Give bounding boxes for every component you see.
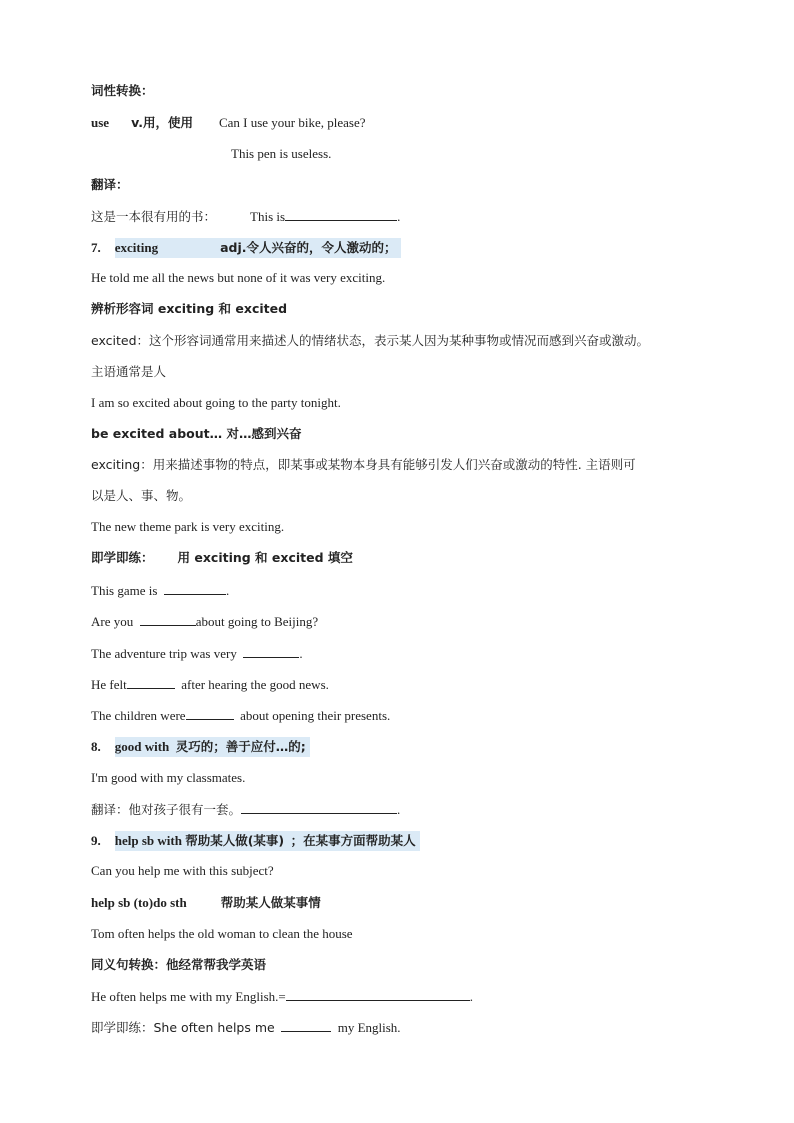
practice-item: The adventure trip was very .	[91, 646, 303, 661]
translation-heading: 翻译：	[91, 177, 129, 192]
practice-text: This game is	[91, 583, 158, 598]
example-sentence: Can you help me with this subject?	[91, 863, 274, 878]
phrase-definition: 帮助某人做某事情	[220, 895, 321, 910]
translation-exercise: 翻译：他对孩子很有一套。 .	[91, 802, 401, 817]
explanation-excited-cont: 主语通常是人	[91, 364, 167, 379]
answer-blank[interactable]	[281, 1018, 331, 1032]
highlighted-term	[115, 238, 401, 258]
answer-blank[interactable]	[127, 675, 175, 689]
highlighted-term	[115, 737, 310, 757]
vocab-entry-use	[91, 114, 366, 132]
practice-heading	[91, 549, 353, 567]
answer-blank[interactable]	[164, 581, 226, 595]
vocab-heading-exciting	[91, 238, 401, 258]
practice-item	[91, 1018, 401, 1037]
example-sentence: I'm good with my classmates.	[91, 770, 246, 785]
highlighted-term	[115, 831, 420, 851]
example-sentence: This pen is useless.	[231, 146, 332, 161]
english-prompt: This is	[250, 209, 286, 224]
answer-blank[interactable]	[241, 800, 397, 814]
example-sentence: Tom often helps the old woman to clean the house	[91, 926, 353, 941]
section-heading-part-of-speech: 词性转换：	[91, 83, 154, 98]
definition-good-with: 灵巧的；善于应付…的;	[175, 739, 306, 754]
phrase-text: help sb (to)do sth	[91, 895, 187, 910]
practice-text: He often helps me with my English.=	[91, 989, 286, 1004]
example-sentence: I am so excited about going to the party tonight.	[91, 395, 341, 410]
practice-item	[91, 612, 318, 631]
practice-text: The children were	[91, 708, 186, 723]
practice-text: Are you	[91, 614, 134, 629]
vocab-heading-good-with	[91, 737, 310, 757]
practice-text: after hearing the good news.	[181, 677, 329, 692]
practice-text: The adventure trip was very	[91, 646, 237, 661]
synonym-conversion-item: He often helps me with my English.= .	[91, 989, 473, 1004]
phrase-good-with: good with	[114, 739, 170, 754]
definition-use: v.用，使用	[131, 115, 193, 130]
practice-text: about going to Beijing?	[195, 614, 319, 629]
item-number: 7.	[91, 240, 101, 255]
practice-item	[91, 706, 390, 725]
phrase-help-sb-to-do-sth	[91, 894, 321, 912]
practice-label: 即学即练：	[91, 550, 154, 565]
phrase-be-excited-about: be excited about… 对…感到兴奋	[91, 426, 302, 441]
definition-help-sb-with: 帮助某人做(某事)	[185, 833, 285, 848]
answer-blank[interactable]	[285, 207, 397, 221]
practice-item: This game is .	[91, 583, 230, 598]
practice-text: my English.	[337, 1020, 401, 1035]
answer-blank[interactable]	[243, 644, 299, 658]
answer-blank[interactable]	[186, 706, 234, 720]
item-number: 9.	[91, 833, 101, 848]
example-sentence: Can I use your bike, please?	[218, 115, 366, 130]
example-sentence: He told me all the news but none of it was very exciting.	[91, 270, 386, 285]
answer-blank[interactable]	[286, 987, 470, 1001]
vocab-heading-help-sb-with	[91, 831, 420, 851]
answer-blank[interactable]	[140, 612, 196, 626]
synonym-conversion-heading: 同义句转换：他经常帮我学英语	[91, 957, 267, 972]
practice-instruction: 用 exciting 和 excited 填空	[177, 550, 353, 565]
translation-prompt: 翻译：他对孩子很有一套。	[91, 802, 242, 817]
practice-text: about opening their presents.	[240, 708, 391, 723]
practice-text: He felt	[91, 677, 127, 692]
translation-exercise: 这是一本很有用的书： This is .	[91, 209, 401, 224]
definition-help-sb-with-alt: ；在某事方面帮助某人	[290, 833, 416, 848]
explanation-excited: excited：这个形容词通常用来描述人的情绪状态，表示某人因为某种事物或情况而感到兴奋或激动。	[91, 333, 650, 348]
comparison-heading: 辨析形容词 exciting 和 excited	[91, 301, 288, 316]
item-number: 8.	[91, 739, 101, 754]
explanation-exciting-cont: 以是人、事、物。	[91, 488, 192, 503]
chinese-prompt: 这是一本很有用的书：	[91, 209, 217, 224]
word-use: use	[91, 115, 110, 130]
example-sentence: The new theme park is very exciting.	[91, 519, 285, 534]
explanation-exciting: exciting：用来描述事物的特点，即某事或某物本身具有能够引发人们兴奋或激动的特性. 主语则可	[91, 457, 636, 472]
phrase-help-sb-with: help sb with	[114, 833, 182, 848]
definition-exciting: adj.令人兴奋的，令人激动的；	[220, 240, 397, 255]
word-exciting: exciting	[114, 240, 159, 255]
practice-text: 即学即练：She often helps me	[91, 1020, 275, 1035]
practice-item	[91, 675, 329, 694]
